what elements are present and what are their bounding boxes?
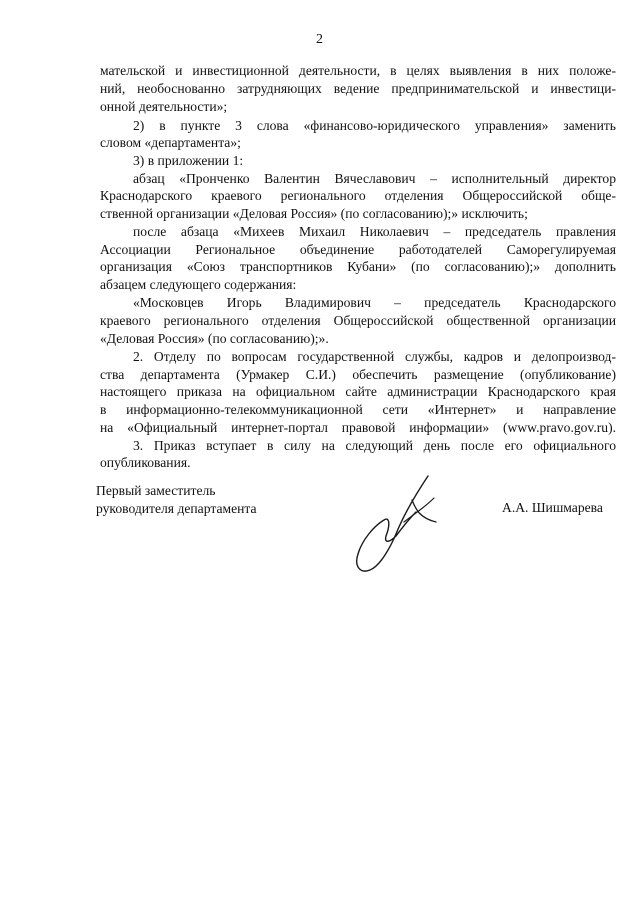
- text-line: мательской и инвестиционной деятельности, в целях выявления в них положе-: [100, 63, 616, 78]
- text-line: «Деловая Россия» (по согласованию);».: [100, 331, 329, 346]
- text-line: 2. Отделу по вопросам государственной службы, кадров и делопроизвод-: [133, 349, 616, 364]
- text-line: краевого регионального отделения Общероссийской общественной организации: [100, 313, 616, 328]
- text-line: словом «департамента»;: [100, 135, 241, 150]
- text-line: 3) в приложении 1:: [133, 153, 244, 168]
- text-line: настоящего приказа на официальном сайте администрации Краснодарского края: [100, 384, 616, 399]
- text-line: 2) в пункте 3 слова «финансово-юридического управления» заменить: [133, 118, 616, 133]
- text-line: «Московцев Игорь Владимирович – председатель Краснодарского: [133, 295, 616, 310]
- text-line: ства департамента (Урмакер С.И.) обеспечить размещение (опубликование): [100, 367, 616, 382]
- text-line: опубликования.: [100, 455, 191, 470]
- handwritten-signature: [350, 470, 440, 575]
- text-line: после абзаца «Михеев Михаил Николаевич – председатель правления: [133, 224, 616, 239]
- text-line: Ассоциации Региональное объединение работодателей Саморегулируемая: [100, 242, 616, 257]
- text-line: абзац «Пронченко Валентин Вячеславович – исполнительный директор: [133, 171, 616, 186]
- signatory-position-line: руководителя департамента: [96, 501, 257, 516]
- text-line: онной деятельности»;: [100, 99, 228, 114]
- page-number: 2: [316, 32, 323, 47]
- text-line: абзацем следующего содержания:: [100, 277, 297, 292]
- signatory-position-line: Первый заместитель: [96, 483, 216, 498]
- text-line: ний, необоснованно затрудняющих ведение предпринимательской и инвестици-: [100, 81, 616, 96]
- signatory-name: А.А. Шишмарева: [502, 500, 603, 515]
- text-line: в информационно-телекоммуникационной сети «Интернет» и направление: [100, 402, 616, 417]
- text-line: на «Официальный интернет-портал правовой информации» (www.pravo.gov.ru).: [100, 420, 616, 435]
- signatory-position: [96, 482, 257, 518]
- text-line: 3. Приказ вступает в силу на следующий день после его официального: [133, 438, 616, 453]
- text-line: Краснодарского краевого регионального отделения Общероссийской обще-: [100, 188, 616, 203]
- text-line: организация «Союз транспортников Кубани» (по согласованию);» дополнить: [100, 259, 616, 274]
- text-line: ственной организации «Деловая Россия» (по согласованию);» исключить;: [100, 206, 528, 221]
